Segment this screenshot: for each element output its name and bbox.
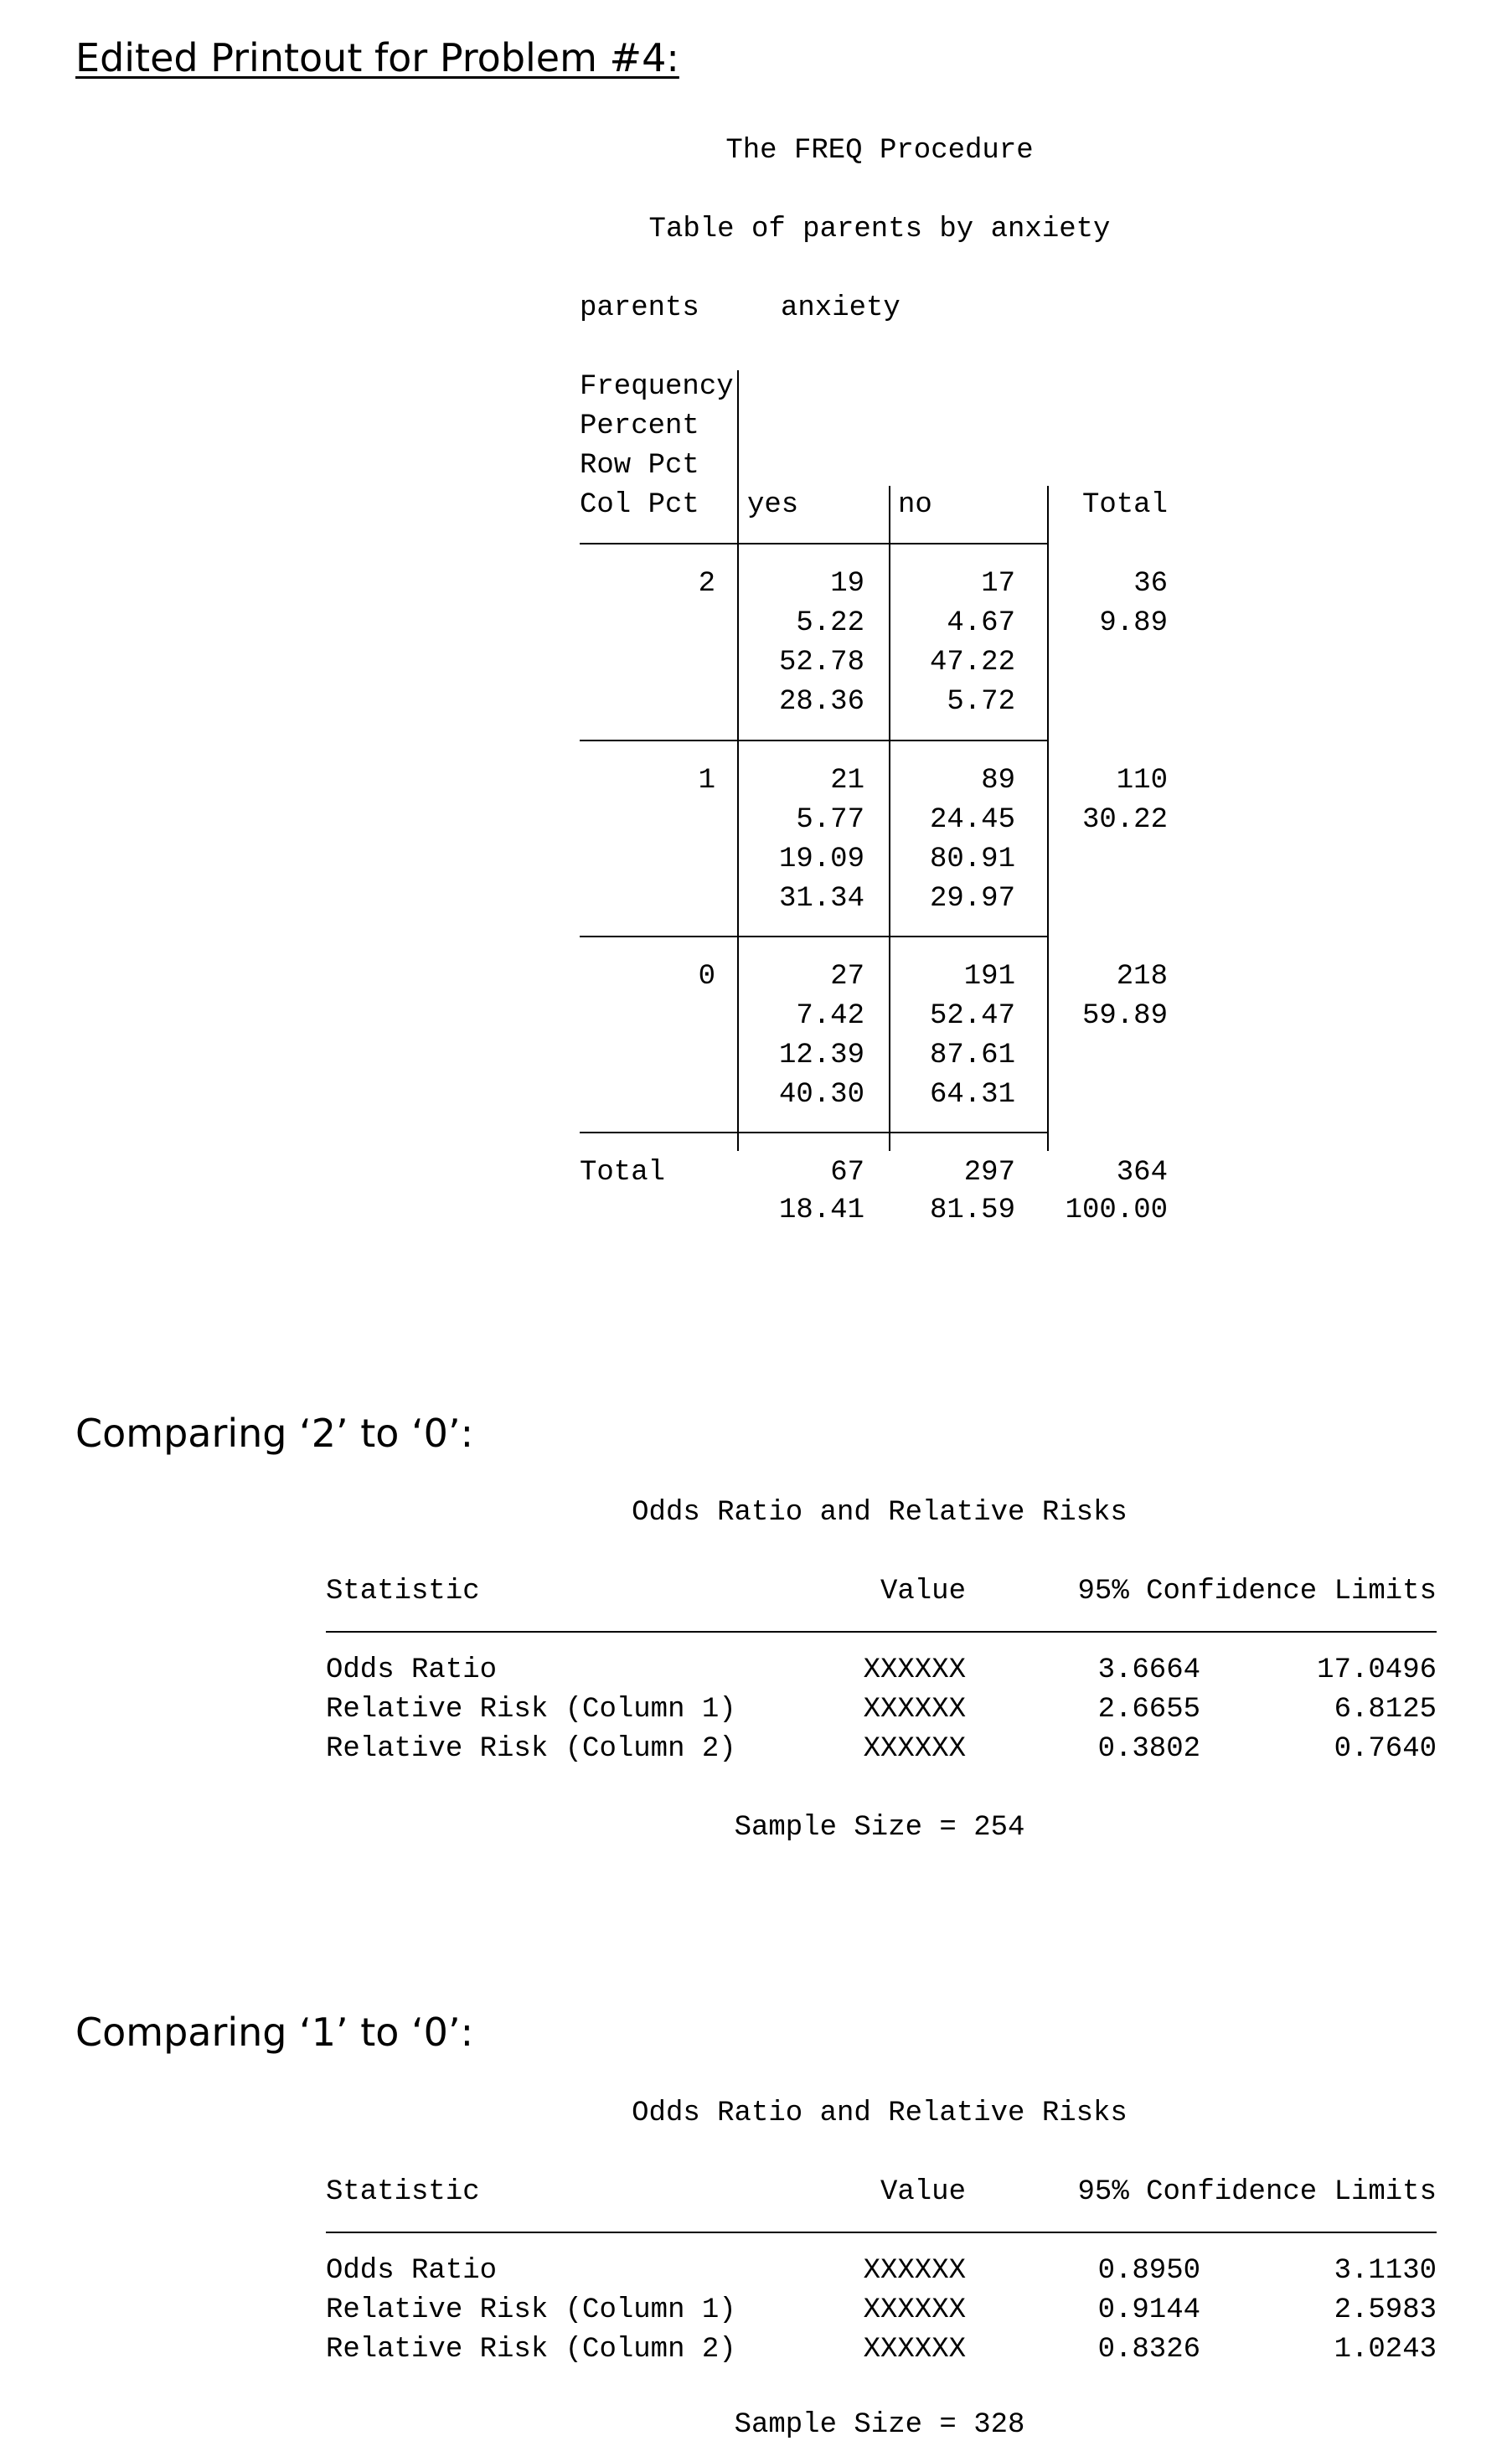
legend-frequency: Frequency: [580, 371, 734, 403]
table-title: Table of parents by anxiety: [648, 214, 1111, 245]
legend-col-pct: Col Pct: [580, 489, 699, 521]
cell-2-yes-rowpct: 52.78: [778, 647, 864, 679]
cell-1-yes-freq: 21: [830, 765, 864, 797]
comparison-1-row-1-statistic: Odds Ratio: [326, 1654, 498, 1686]
horizontal-rule-row-0: [580, 1132, 1049, 1133]
comparison-2-row-3-lower: 0.8326: [1097, 2334, 1200, 2366]
comparison-1-row-3-upper: 0.7640: [1334, 1733, 1437, 1765]
comparison-1-header-value: Value: [880, 1576, 966, 1607]
comparison-1-row-2-lower: 2.6655: [1097, 1694, 1200, 1726]
cell-0-total-pct: 59.89: [1081, 1000, 1168, 1032]
cell-1-yes-rowpct: 19.09: [778, 844, 864, 875]
cell-2-no-rowpct: 47.22: [929, 647, 1015, 679]
comparison-1-header-rule: [326, 1631, 1437, 1633]
comparison-2-row-3-value: XXXXXX: [863, 2334, 966, 2366]
cell-0-no-pct: 52.47: [929, 1000, 1015, 1032]
row-variable: parents: [580, 292, 699, 324]
col-header-total: Total: [1081, 489, 1168, 521]
comparison-2-header-rule: [326, 2232, 1437, 2233]
vertical-rule-legend: [737, 370, 739, 1151]
vertical-rule-no-total: [1047, 486, 1049, 1151]
cell-2-no-pct: 4.67: [947, 607, 1015, 639]
comparison-1-row-2-statistic: Relative Risk (Column 1): [326, 1694, 736, 1726]
comparison-2-row-3-statistic: Relative Risk (Column 2): [326, 2334, 736, 2366]
comparison-2-title: Odds Ratio and Relative Risks: [632, 2098, 1128, 2129]
legend-percent: Percent: [580, 410, 699, 442]
comparison-2-row-1-value: XXXXXX: [863, 2255, 966, 2287]
cell-1-total-pct: 30.22: [1081, 804, 1168, 836]
comparison-2-row-2-value: XXXXXX: [863, 2294, 966, 2326]
comparison-2-row-1-statistic: Odds Ratio: [326, 2255, 498, 2287]
comparison-1-title: Odds Ratio and Relative Risks: [632, 1497, 1128, 1529]
comparison-1-sample-size: Sample Size = 254: [734, 1812, 1025, 1844]
column-variable: anxiety: [781, 292, 900, 324]
cell-2-yes-pct: 5.22: [796, 607, 864, 639]
cell-1-yes-colpct: 31.34: [778, 883, 864, 915]
comparison-2-header-statistic: Statistic: [326, 2176, 480, 2208]
comparison-2-row-3-upper: 1.0243: [1334, 2334, 1437, 2366]
cell-0-yes-colpct: 40.30: [778, 1079, 864, 1111]
comparison-heading-2-vs-0: Comparing ‘2’ to ‘0’:: [75, 1411, 474, 1456]
comparison-2-row-2-lower: 0.9144: [1097, 2294, 1200, 2326]
comparison-heading-1-vs-0: Comparing ‘1’ to ‘0’:: [75, 2010, 474, 2055]
cell-2-no-freq: 17: [981, 568, 1015, 600]
comparison-1-row-1-upper: 17.0496: [1317, 1654, 1437, 1686]
comparison-2-row-1-lower: 0.8950: [1097, 2255, 1200, 2287]
comparison-2-sample-size: Sample Size = 328: [734, 2409, 1025, 2441]
legend-row-pct: Row Pct: [580, 450, 699, 482]
cell-total-total-pct: 100.00: [1065, 1195, 1168, 1226]
col-header-yes: yes: [747, 489, 799, 521]
comparison-2-row-2-statistic: Relative Risk (Column 1): [326, 2294, 736, 2326]
horizontal-rule-row-1: [580, 936, 1049, 937]
cell-total-total-freq: 364: [1116, 1157, 1168, 1189]
cell-1-no-pct: 24.45: [929, 804, 1015, 836]
cell-1-no-rowpct: 80.91: [929, 844, 1015, 875]
comparison-1-row-3-value: XXXXXX: [863, 1733, 966, 1765]
row-label-1: 1: [698, 765, 715, 797]
row-label-0: 0: [698, 961, 715, 993]
comparison-1-row-2-upper: 6.8125: [1334, 1694, 1437, 1726]
cell-2-total-freq: 36: [1133, 568, 1168, 600]
cell-0-yes-freq: 27: [830, 961, 864, 993]
comparison-1-row-2-value: XXXXXX: [863, 1694, 966, 1726]
col-header-no: no: [898, 489, 932, 521]
horizontal-rule-header: [580, 543, 1049, 544]
comparison-2-header-limits: 95% Confidence Limits: [1077, 2176, 1437, 2208]
cell-1-total-freq: 110: [1116, 765, 1168, 797]
cell-2-yes-colpct: 28.36: [778, 686, 864, 718]
horizontal-rule-row-2: [580, 740, 1049, 741]
cell-0-total-freq: 218: [1116, 961, 1168, 993]
cell-1-yes-pct: 5.77: [796, 804, 864, 836]
cell-0-no-rowpct: 87.61: [929, 1040, 1015, 1071]
comparison-1-row-1-lower: 3.6664: [1097, 1654, 1200, 1686]
comparison-1-row-1-value: XXXXXX: [863, 1654, 966, 1686]
row-label-total: Total: [580, 1157, 666, 1189]
cell-total-no-pct: 81.59: [929, 1195, 1015, 1226]
comparison-1-row-3-statistic: Relative Risk (Column 2): [326, 1733, 736, 1765]
comparison-2-row-1-upper: 3.1130: [1334, 2255, 1437, 2287]
cell-2-total-pct: 9.89: [1099, 607, 1168, 639]
cell-1-no-colpct: 29.97: [929, 883, 1015, 915]
cell-0-no-freq: 191: [963, 961, 1015, 993]
cell-0-no-colpct: 64.31: [929, 1079, 1015, 1111]
row-label-2: 2: [698, 568, 715, 600]
cell-1-no-freq: 89: [981, 765, 1015, 797]
cell-total-yes-freq: 67: [830, 1157, 864, 1189]
page-title: Edited Printout for Problem #4:: [75, 35, 679, 80]
comparison-1-header-limits: 95% Confidence Limits: [1077, 1576, 1437, 1607]
comparison-2-row-2-upper: 2.5983: [1334, 2294, 1437, 2326]
comparison-2-header-value: Value: [880, 2176, 966, 2208]
cell-total-no-freq: 297: [963, 1157, 1015, 1189]
comparison-1-header-statistic: Statistic: [326, 1576, 480, 1607]
cell-2-no-colpct: 5.72: [947, 686, 1015, 718]
cell-0-yes-pct: 7.42: [796, 1000, 864, 1032]
cell-0-yes-rowpct: 12.39: [778, 1040, 864, 1071]
procedure-title: The FREQ Procedure: [725, 135, 1034, 167]
cell-total-yes-pct: 18.41: [778, 1195, 864, 1226]
cell-2-yes-freq: 19: [830, 568, 864, 600]
comparison-1-row-3-lower: 0.3802: [1097, 1733, 1200, 1765]
